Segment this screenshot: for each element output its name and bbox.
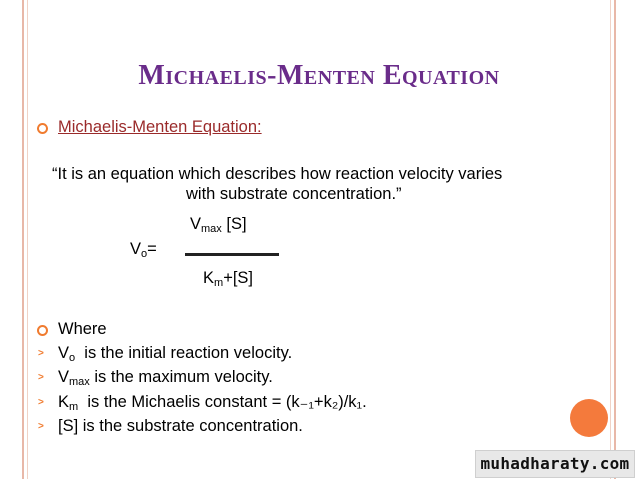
definition-s	[58, 416, 303, 436]
equation-link[interactable]: Michaelis-Menten Equation:	[58, 118, 262, 136]
numerator-rest: [S]	[221, 215, 247, 233]
denominator-sub: m	[214, 277, 224, 289]
chevron-bullet-icon: >	[38, 421, 44, 432]
fraction-bar	[185, 253, 279, 256]
quote-line-1: “It is an equation which describes how reaction velocity varies	[52, 165, 503, 183]
slide-title: Michaelis-Menten Equation	[138, 60, 500, 91]
chevron-bullet-icon: >	[38, 397, 44, 408]
numerator-v: V	[190, 215, 202, 233]
definition-vo	[58, 343, 292, 363]
chevron-bullet-icon: >	[38, 372, 44, 383]
definition-subscript: o	[69, 352, 76, 364]
where-label: Where	[58, 320, 107, 338]
lhs-rest: =	[147, 240, 157, 258]
denominator-k: K	[203, 269, 215, 287]
lhs-v: V	[130, 240, 142, 258]
lhs-sub: o	[141, 248, 148, 260]
definition-text: is the Michaelis constant = (k₋₁+k₂)/k₁.	[78, 393, 367, 411]
equation-numerator	[190, 214, 247, 234]
equation-lhs	[130, 239, 157, 259]
decorative-orange-circle	[570, 399, 608, 437]
numerator-sub: max	[201, 223, 222, 235]
chevron-bullet-icon: >	[38, 348, 44, 359]
definition-vmax	[58, 367, 273, 387]
definition-subscript: m	[69, 401, 79, 413]
definition-symbol: V	[58, 344, 70, 362]
definition-text: is the maximum velocity.	[89, 368, 273, 386]
circle-bullet-icon	[37, 325, 48, 336]
equation-denominator	[203, 268, 253, 288]
definition-text: is the initial reaction velocity.	[75, 344, 293, 362]
definition-km	[58, 392, 367, 412]
denominator-rest: +[S]	[223, 269, 253, 287]
definition-symbol: K	[58, 393, 70, 411]
definition-text: [S] is the substrate concentration.	[58, 417, 303, 435]
definition-subscript: max	[69, 376, 90, 388]
quote-line-2: with substrate concentration.”	[186, 185, 402, 203]
definition-symbol: V	[58, 368, 70, 386]
circle-bullet-icon	[37, 123, 48, 134]
watermark-logo[interactable]: muhadharaty.com	[475, 450, 635, 478]
